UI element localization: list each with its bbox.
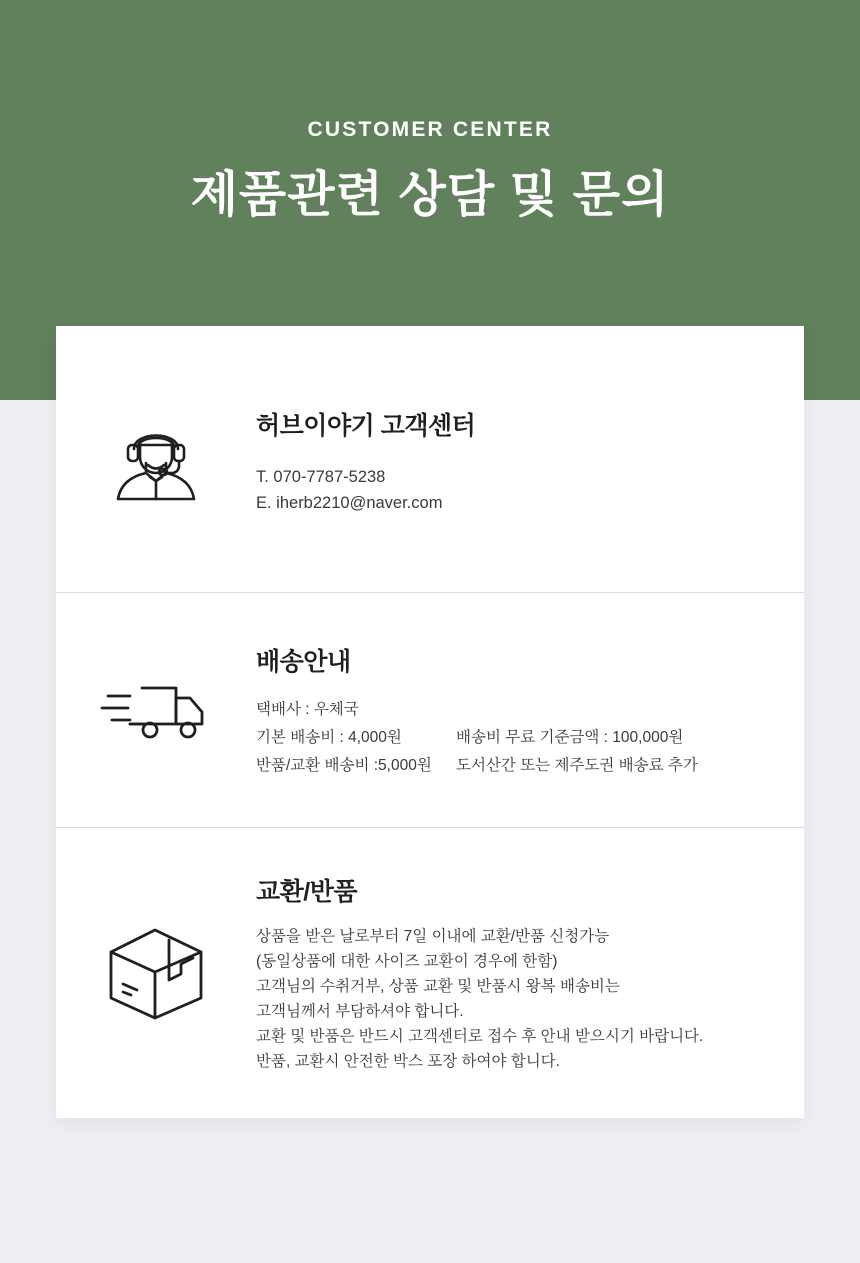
shipping-remote-area: 도서산간 또는 제주도권 배송료 추가	[456, 757, 698, 774]
page-title: 제품관련 상담 및 문의	[190, 168, 670, 222]
exchange-return-heading: 교환/반품	[256, 878, 358, 906]
shipping-fee-return: 반품/교환 배송비 :5,000원	[256, 757, 432, 774]
section-customer-center	[56, 326, 804, 592]
info-card	[56, 326, 804, 1118]
shipping-carrier: 택배사 : 우체국	[256, 701, 359, 718]
shipping-row	[256, 724, 776, 752]
exchange-return-line: (동일상품에 대한 사이즈 교환이 경우에 한함)	[256, 953, 558, 970]
exchange-return-line: 반품, 교환시 안전한 박스 포장 하여야 합니다.	[256, 1053, 560, 1070]
exchange-return-line: 고객님의 수취거부, 상품 교환 및 반품시 왕복 배송비는	[256, 978, 620, 995]
shipping-free-threshold: 배송비 무료 기준금액 : 100,000원	[456, 729, 684, 746]
exchange-return-line: 교환 및 반품은 반드시 고객센터로 접수 후 안내 받으시기 바랍니다.	[256, 1028, 704, 1045]
shipping-row	[256, 752, 776, 780]
customer-center-email: E. iherb2210@naver.com	[256, 494, 443, 512]
exchange-return-line: 고객님께서 부담하셔야 합니다.	[256, 1003, 464, 1020]
section-exchange-return	[56, 828, 804, 1118]
hero-eyebrow: CUSTOMER CENTER	[307, 118, 553, 141]
delivery-truck-icon	[56, 668, 256, 752]
shipping-fee-basic: 기본 배송비 : 4,000원	[256, 729, 402, 746]
package-box-icon	[56, 918, 256, 1028]
customer-center-phone: T. 070-7787-5238	[256, 468, 386, 486]
exchange-return-line: 상품을 받은 날로부터 7일 이내에 교환/반품 신청가능	[256, 928, 610, 945]
shipping-heading: 배송안내	[256, 648, 351, 676]
section-shipping	[56, 593, 804, 827]
headset-agent-icon	[56, 407, 256, 511]
customer-center-heading: 허브이야기 고객센터	[256, 412, 476, 440]
